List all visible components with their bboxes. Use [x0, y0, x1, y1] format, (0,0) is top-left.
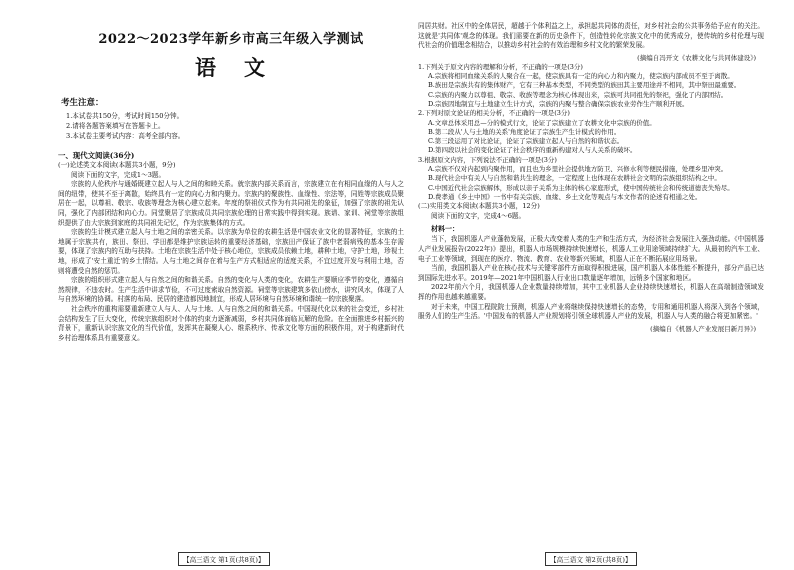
note-item: 3.本试卷主要考试内容：高考全部内容。: [66, 132, 185, 140]
notes-heading: 考生注意：: [61, 98, 104, 108]
question-option: A.文章总体采用总—分的模式行文，论证了宗族建立了农耕文化中宗族的价值。: [428, 118, 656, 127]
passage-paragraph: 当前，我国机器人产业在核心技术与关键零部件方面取得积极进展，国产机器人本体性能不断提升，部分产品已达到国际先进水平。2019年—2021年中国机器人行业出口数量逐年增加，远销多个国家和地区。: [418, 264, 764, 282]
source-citation: (摘编自冯开文《农耕文化与共同体建设》): [637, 53, 756, 62]
passage-paragraph: 宗族的人伦秩序与通婚既建立起人与人之间的和睦关系。就宗族内部关系而言，宗族建立在有相同血缘的人与人之间的纽带，使其不至于离散，始终具有一定的向心力和内聚力。宗族内的聚族性、血缘性、宗法等，同姓等宗族成员聚居在一起，以尊祖、敬宗、收族等理念为核心建立起来。年度的祭祖仪式作为有共同祖先的象征，加强了宗族的祖先认同，强化了内部团结和向心力。同堂聚居了宗族成员共同宗族伦理的日常实践中得到实现。族谱、家训、祠堂等宗族组织提供了由大宗族到家庭的共同祖先记忆，作为宗族集体的方式。: [58, 180, 404, 227]
left-column: [58, 0, 404, 570]
passage-paragraph: 宗族的组织形式建立起人与自然之间的和谐关系。自然的变化与人类的变化，农耕生产要顺应季节的变化，遵循自然规律，不违农时。生产生活中讲求节俭，不可过度索取自然资源。祠堂等宗族建筑多依山傍水，讲究风水，体现了人与自然环境的协调。村落的布局、民居的建造都因地制宜，形成人居环境与自然环境和谐统一的宗族聚落。: [58, 276, 404, 304]
page-footer: 【高三语文 第1页(共8页)】: [178, 552, 270, 566]
question-option: B.第二段从'人与土地的关系'角度论证了宗族生产生计模式的作用。: [428, 127, 621, 136]
question-stem: 2.下列对原文论证的相关分析，不正确的一项是(3分): [418, 109, 570, 118]
question-option: B.族田是宗族共有的集体财产，它有三种基本类型，不同类型的族田其主要用途并不相同，其中祭田最重要。: [428, 81, 741, 90]
question-option: D.费孝通《乡土中国》一书中有关宗族、血缘、乡土文化等观点与本文作者的论述有相通之处。: [428, 192, 702, 201]
question-option: C.宗族的内聚力以尊祖、敬宗、收族等理念为核心体现出来，宗族可共同祖先的祭祀，强化了内部团结。: [428, 90, 728, 99]
passage-paragraph: 宗族的生计模式建立起人与土地之间的亲密关系。以宗族为单位的农耕生活是中国农业文化的显著特征，宗族的土地属于宗族共有，族田、祭田、学田都是维护宗族运转的重要经济基础，宗族田产保证了族中老弱病残的基本生存需要，体现了宗族内的互助与扶持。土地在宗族生活中处于核心地位，宗族成员依赖土地，耕种土地，守护土地，珍视土地，形成了'安土重迁'的乡土情结。人与土地之间存在着与生产方式相适应的适度关系，不宜过度开发与利用土地，否则将遭受自然的惩罚。: [58, 228, 404, 275]
source-citation: (摘编自《机器人产业发展目新月异》): [650, 324, 756, 333]
question-option: C.中国近代社会宗族解体，形成以亲子关系为主体的核心家庭形式，使中国传统社会和传统道德丧失殆尽。: [428, 183, 734, 192]
material-label: 材料一：: [431, 224, 459, 234]
subject-title: 语文: [195, 55, 293, 80]
reading-instruction: 阅读下面的文字，完成4～6题。: [431, 211, 526, 220]
right-column: [418, 0, 764, 570]
subsection-heading: (一)论述类文本阅读(本题共3小题，9分): [58, 161, 176, 169]
passage-paragraph: 社会秩序的重构需要重新建立人与人、人与土地、人与自然之间的和谐关系。中国现代化以来的社会变迁，乡村社会结构发生了巨大变化，传统宗族组织对个体的约束力逐渐减弱，乡村共同体面临瓦解的危险。在全面推进乡村振兴的背景下，重新认识宗族文化的当代价值，发挥其在凝聚人心、维系秩序、传承文化等方面的积极作用，对于构建新时代乡村治理体系具有重要意义。: [58, 304, 404, 342]
question-stem: 1.下列关于原文内容的理解和分析，不正确的一项是(3分): [418, 62, 583, 71]
passage-paragraph: 对于未来，中国工程院院士预测，机器人产业将继续保持快速增长的态势，专用和通用机器人将深入到各个领域，服务人们的生产生活。'中国发布的机器人产业规划将引领全球机器人产业的发展，机器人与人类的融合将更加紧密。': [418, 302, 764, 321]
passage-paragraph: 2022年前六个月，我国机器人企业数量持续增加，其中工业机器人企业持续快速增长，机器人在高端制造领域发挥的作用也越来越重要。: [418, 283, 764, 301]
exam-title: 2022～2023学年新乡市高三年级入学测试: [98, 32, 364, 47]
passage-paragraph: 当下，我国机器人产业蓬勃发展，正极大改变着人类的生产和生活方式，为经济社会发展注入强劲动能。《中国机器人产业发展报告(2022年)》提出，机器人市场规模持续快速增长，机器人工业用途领域持续扩大。从最初的汽车工业、电子工业等领域，到现在的医疗、物流、教育、农业等新兴领域，机器人正在不断拓展应用场景。: [418, 235, 764, 263]
page-footer: 【高三语文 第2页(共8页)】: [545, 552, 637, 566]
subsection-heading: (二)实用类文本阅读(本题共3小题，12分): [418, 202, 540, 211]
question-option: A.宗族不仅对内起到内聚作用，而且也为乡里社会提供地方防卫、兴修水利等便民措施，处理乡里冲突。: [428, 165, 728, 174]
note-item: 1.本试卷共150分，考试时间150分钟。: [66, 112, 184, 120]
question-stem: 3.根据原文内容，下列说法不正确的一项是(3分): [418, 155, 557, 164]
question-option: C.第三段运用了对比论证，论证了宗族建立起人与自然的和谐状态。: [428, 137, 624, 146]
question-option: B.现代社会中有关人与自然和谐共生的理念，一定程度上也体现在农耕社会文明的宗族组织结构之中。: [428, 174, 721, 183]
section-heading: 一、现代文阅读(36分): [58, 151, 135, 160]
question-option: D.第四段以社会的变化论证了社会秩序的重新构建对人与人关系的破坏。: [428, 146, 637, 155]
question-option: A.宗族将相同血缘关系的人聚合在一起，使宗族具有一定的向心力和内聚力，使宗族内部成员不至于离散。: [428, 72, 734, 81]
question-option: D.宗族因地制宜与土地建立生计方式，宗族的内聚与整合确保宗族农业劳作生产顺利开展。: [428, 99, 689, 108]
note-item: 2.请将各题答案填写在答题卡上。: [66, 122, 165, 130]
reading-instruction: 阅读下面的文字，完成1～3题。: [71, 170, 166, 179]
passage-paragraph: 同居共财。社区中的全体居民，超越于个体利益之上，承担起共同体的责任，对乡村社会的公共事务给予应有的关注。这就是'共同体'观念的体现。我们需要在新的历史条件下，创造性转化宗族文化中的优秀成分，使传统的乡村伦理与现代社会的价值理念相结合，以推动乡村社会的有效治理和乡村文化的繁荣发展。: [418, 22, 764, 50]
